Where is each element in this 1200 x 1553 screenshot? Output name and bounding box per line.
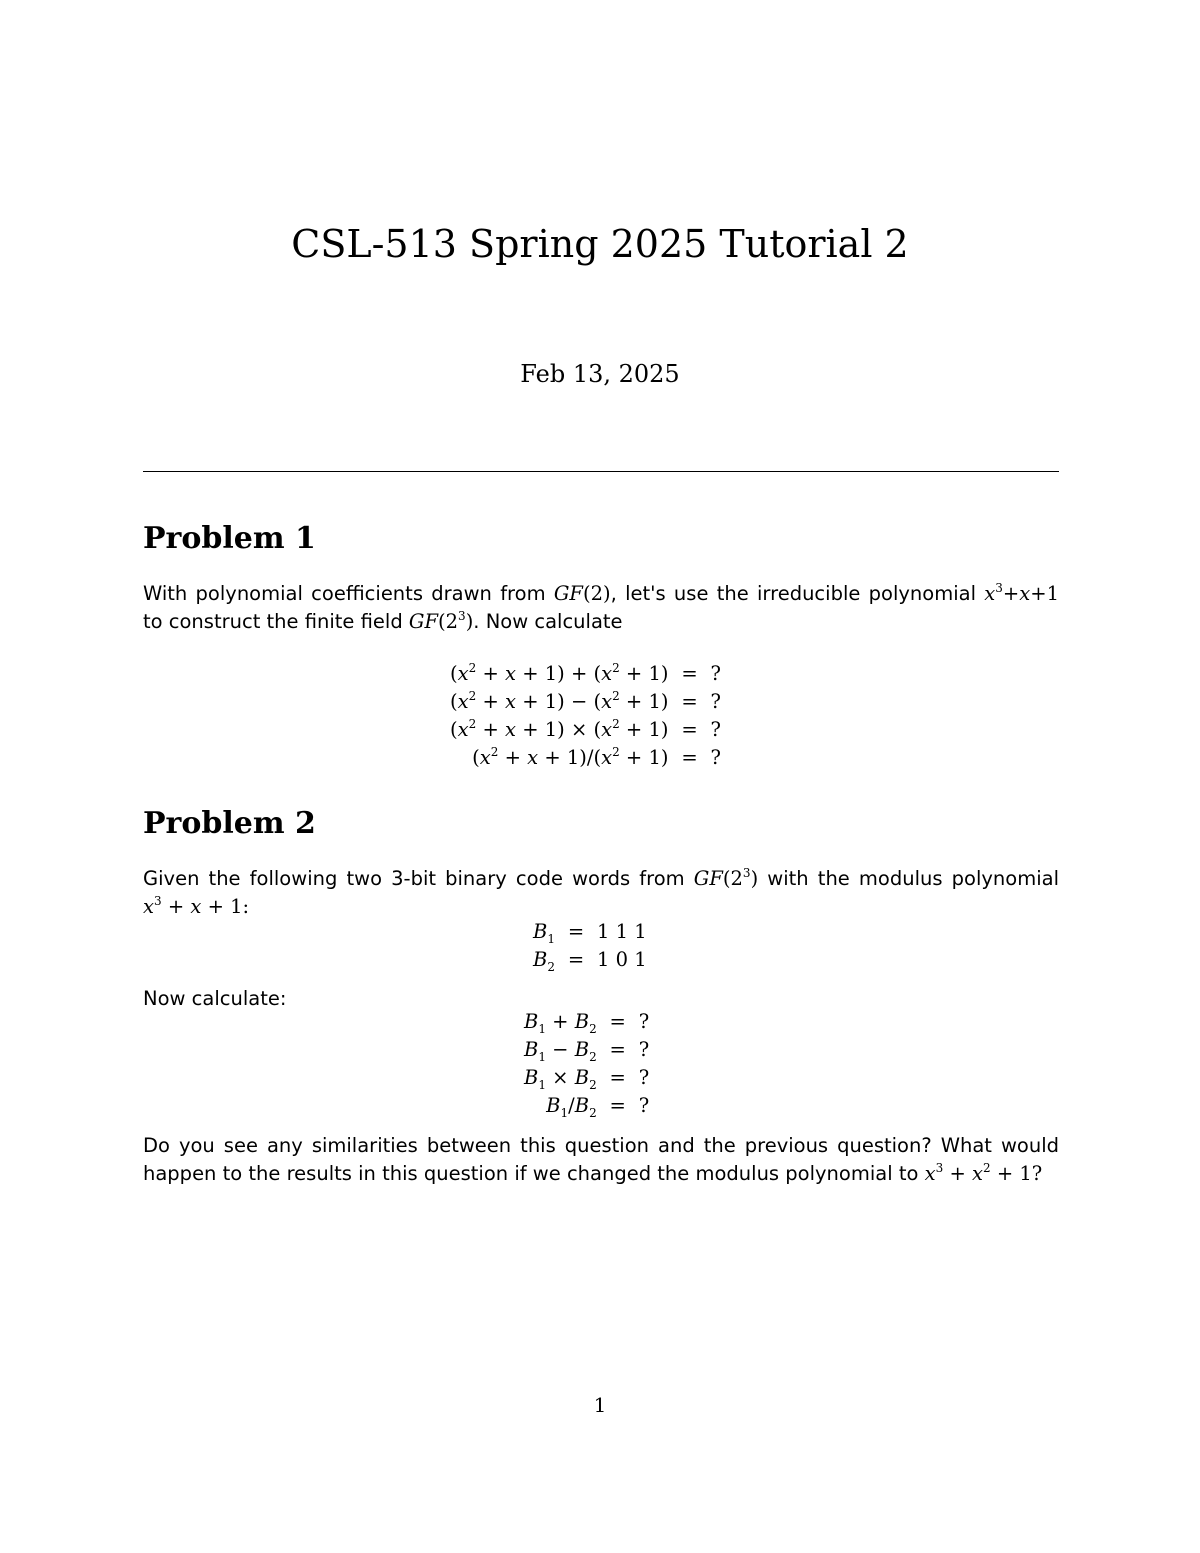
operation-lhs: $B_1 \times B_2$ [524,1066,597,1092]
problem-2-line-1: Given the following two 3-bit binary code words from $GF(2^3)$ with the modulus polynomial [143,866,1059,890]
problem-2-text [143,865,1059,921]
horizontal-rule [143,471,1059,472]
definition-lhs: $B_2$ [533,948,555,974]
operation-relation: = [609,1010,626,1033]
gf-symbol: GF [553,582,583,605]
operation-lhs: $B_1 + B_2$ [524,1010,597,1036]
definition-row [533,946,647,974]
equation-rhs: ? [710,662,721,685]
equation-row [450,716,721,744]
operation-rhs: ? [638,1066,650,1089]
operation-rhs: ? [638,1010,650,1033]
equation-rhs: ? [710,718,721,741]
document-date: Feb 13, 2025 [520,360,680,388]
equation-lhs: $(x^2 + x + 1)/(x^2 + 1)$ [472,745,669,769]
equation-lhs: $(x^2 + x + 1) \times (x^2 + 1)$ [450,717,669,741]
equation-rhs: ? [710,690,721,713]
problem-2-line-2 [143,893,1059,921]
operation-row [524,1008,649,1036]
problem-2-operations [524,1008,649,1120]
operation-rhs: ? [638,1038,650,1061]
finite-field-symbol: GF [408,610,439,633]
problem-2-heading: Problem 2 [143,806,316,841]
operation-row [524,1092,649,1120]
equation-row [450,744,721,772]
closing-line-1: Do you see any similarities between this question and the previous question? What would [143,1134,1059,1157]
now-calculate-text: Now calculate: [143,987,287,1010]
operation-relation: = [609,1066,626,1089]
irreducible-polynomial: $x^3+x+1$ [984,581,1059,605]
equation-relation: = [681,690,698,713]
definition-row [533,918,647,946]
problem-2-definitions [533,918,647,974]
page-number: 1 [593,1393,607,1417]
alternate-modulus-polynomial: $x^3 + x^2 + 1$? [924,1161,1043,1185]
definition-relation: = [567,920,585,943]
equation-lhs: $(x^2 + x + 1) - (x^2 + 1)$ [450,689,669,713]
document-title: CSL-513 Spring 2025 Tutorial 2 [291,222,909,266]
operation-lhs: $B_1 - B_2$ [524,1038,597,1064]
operation-lhs: $B_1/B_2$ [546,1094,597,1120]
operation-relation: = [609,1038,626,1061]
problem-2-closing [143,1132,1059,1188]
definition-rhs: 1 0 1 [596,948,647,971]
equation-relation: = [681,718,698,741]
definition-rhs: 1 1 1 [596,920,647,943]
problem-1-heading: Problem 1 [143,521,316,556]
equation-row [450,660,721,688]
equation-relation: = [681,746,698,769]
operation-rhs: ? [638,1094,650,1117]
equation-rhs: ? [710,746,721,769]
problem-1-text [143,580,1059,636]
operation-relation: = [609,1094,626,1117]
equation-relation: = [681,662,698,685]
equation-row [450,688,721,716]
modulus-polynomial: $x^3 + x + 1$: [143,894,250,918]
closing-line-2: happen to the results in this question if we changed the modulus polynomial to $x^3 + x^2 + 1$? [143,1161,1043,1185]
equation-lhs: $(x^2 + x + 1) + (x^2 + 1)$ [450,661,669,685]
operation-row [524,1064,649,1092]
problem-1-equations [450,660,721,772]
definition-lhs: $B_1$ [533,920,555,946]
problem-1-line-2: to construct the finite field $GF(2^3)$. Now calculate [143,609,623,633]
finite-field-symbol: GF [693,867,723,890]
operation-row [524,1036,649,1064]
problem-1-line-1: With polynomial coefficients drawn from GF(2), let's use the irreducible polynomial $x^3+x+1$ [143,581,1059,605]
definition-relation: = [567,948,585,971]
